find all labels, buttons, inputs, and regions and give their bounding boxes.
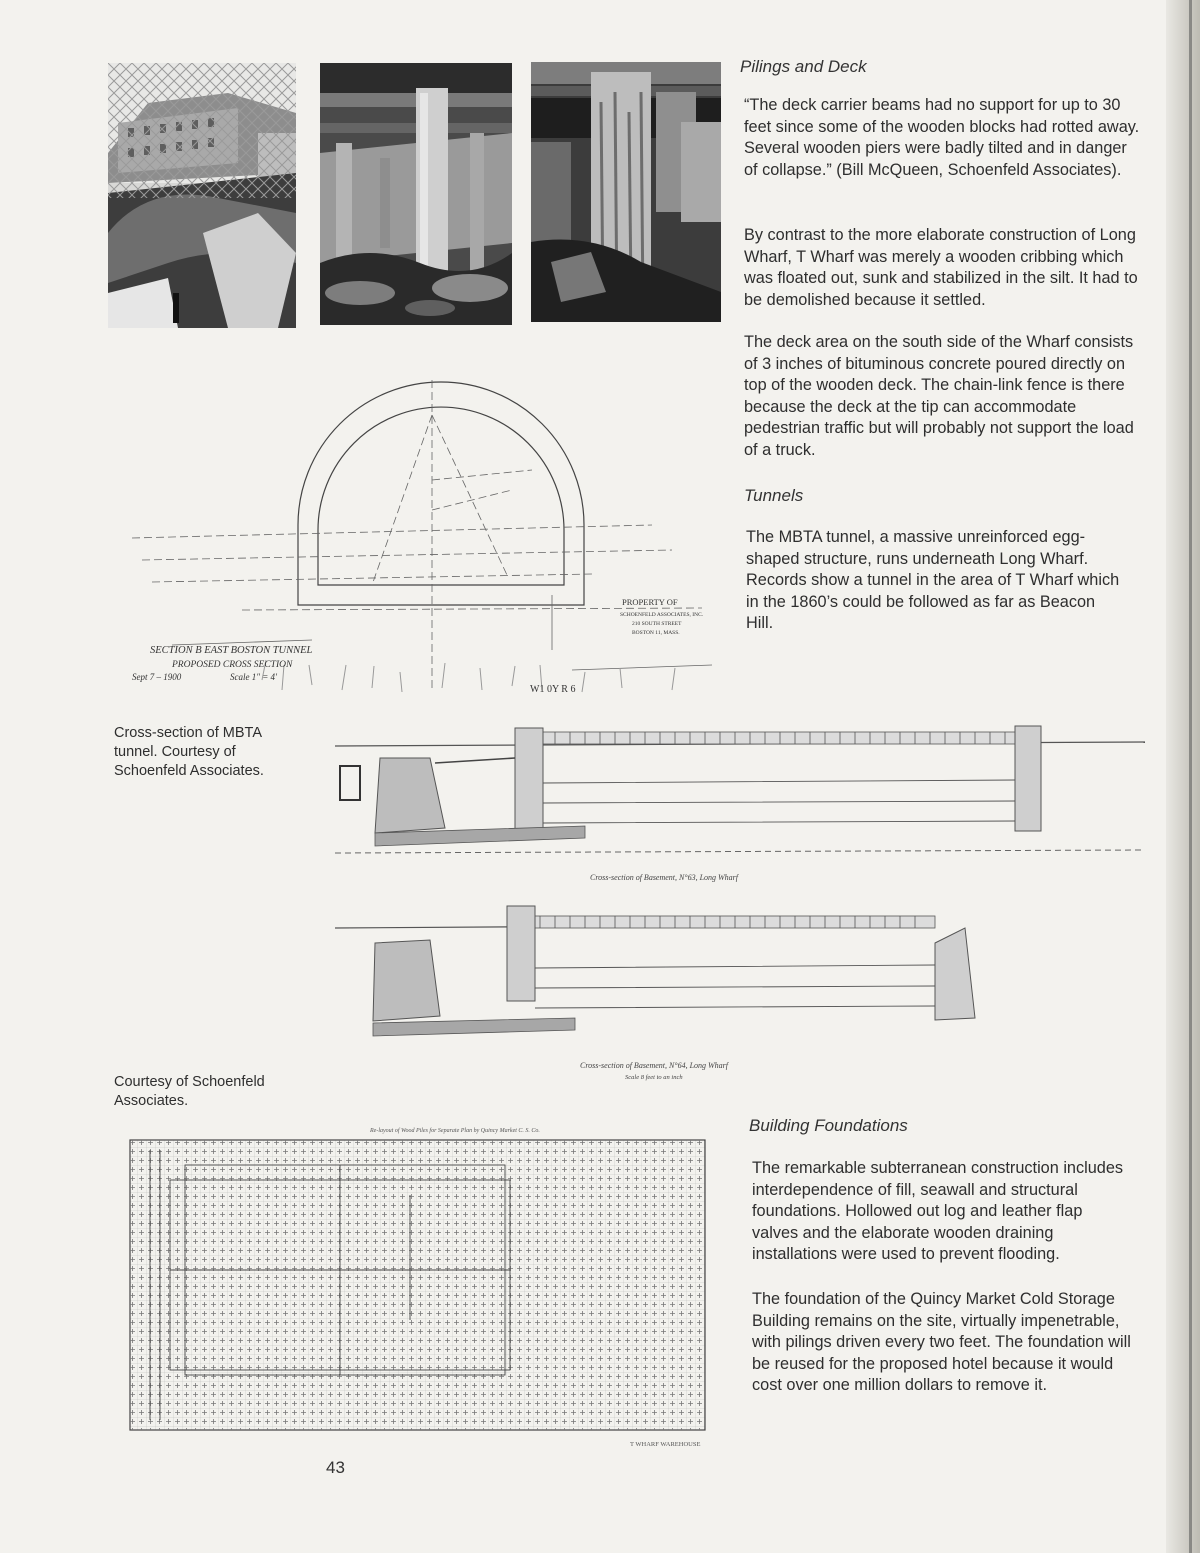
stamp-company: SCHOENFELD ASSOCIATES, INC. (620, 612, 704, 618)
tunnel-cross-section-drawing (112, 360, 732, 705)
tunnel-drawing-scale: Scale 1″ = 4′ (230, 672, 278, 682)
tunnel-drawing-title: SECTION B EAST BOSTON TUNNEL (150, 645, 313, 656)
paragraph-deck-area: The deck area on the south side of the Wharf consists of 3 inches of bituminous concrete poured directly on top of the wooden deck. The chain-link fence is there because the deck at the tip can accommodate pedestrian traffic but will probably not support the load of a truck. (744, 333, 1134, 459)
paragraph-cold-storage-foundation: The foundation of the Quincy Market Cold Storage Building remains on the site, virtually impenetrable, with pilings driven every two feet. The foundation will be reused for the proposed hotel because it would cost over one million dollars to remove it. (752, 1290, 1131, 1395)
basement-63-label: Cross-section of Basement, N°63, Long Wharf (590, 873, 739, 882)
stamp-street: 210 SOUTH STREET (632, 621, 682, 627)
paragraph-t-wharf-cribbing: By contrast to the more elaborate construction of Long Wharf, T Wharf was merely a wooden cribbing which was floated out, sunk and stabilized in the silt. It had to be demolished because it settled. (744, 226, 1138, 309)
basement-64-label: Cross-section of Basement, N°64, Long Wharf (580, 1061, 729, 1070)
photo-under-deck-pilings (320, 63, 512, 325)
photo-fence-and-building (108, 63, 296, 328)
caption-basement-courtesy: Courtesy of Schoenfeld Associates. (114, 1074, 265, 1109)
plan-drawing-title: Re-layout of Wood Piles for Separate Plan by Quincy Market C. S. Co. (370, 1128, 540, 1134)
paragraph-subterranean-construction: The remarkable subterranean construction includes interdependence of fill, seawall and structural foundations. Hollowed out log and leather flap valves and the elaborate wooden draining installations were used to prevent flooding. (752, 1159, 1124, 1264)
tunnel-drawing-sheet-id: W1 0Y R 6 (530, 684, 576, 695)
page-number: 43 (326, 1458, 345, 1477)
paragraph-mbta-tunnel: The MBTA tunnel, a massive unreinforced egg-shaped structure, runs underneath Long Wharf. Records show a tunnel in the area of T Wharf which in the 1860’s could be followed as far as Beacon Hill. (746, 528, 1120, 633)
heading-tunnels: Tunnels (744, 486, 804, 505)
tunnel-drawing-subtitle: PROPOSED CROSS SECTION (172, 660, 293, 670)
heading-building-foundations: Building Foundations (749, 1116, 908, 1135)
plan-drawing-footer: T WHARF WAREHOUSE (630, 1441, 701, 1448)
heading-pilings-and-deck: Pilings and Deck (740, 57, 867, 76)
photo-rotted-pier (531, 62, 721, 322)
caption-tunnel-cross-section: Cross-section of MBTA tunnel. Courtesy of Schoenfeld Associates. (114, 725, 264, 779)
stamp-city: BOSTON 11, MASS. (632, 630, 680, 636)
basement-cross-sections-drawing (335, 718, 1145, 1098)
book-spine-edge (1189, 0, 1192, 1553)
basement-scale-label: Scale 8 feet to an inch (625, 1074, 683, 1081)
tunnel-drawing-date: Sept 7 – 1900 (132, 672, 182, 682)
paragraph-pilings-quote: “The deck carrier beams had no support for up to 30 feet since some of the wooden blocks had rotted away. Several wooden piers were badly tilted and in danger of collapse.” (Bill McQueen, Schoenfeld Associates). (744, 96, 1140, 179)
book-spine-shadow (1166, 0, 1200, 1553)
basement-section-63 (335, 726, 1145, 882)
stamp-property-of: PROPERTY OF (622, 597, 678, 607)
basement-section-64 (335, 906, 975, 1081)
pile-layout-plan-drawing (110, 1120, 722, 1450)
